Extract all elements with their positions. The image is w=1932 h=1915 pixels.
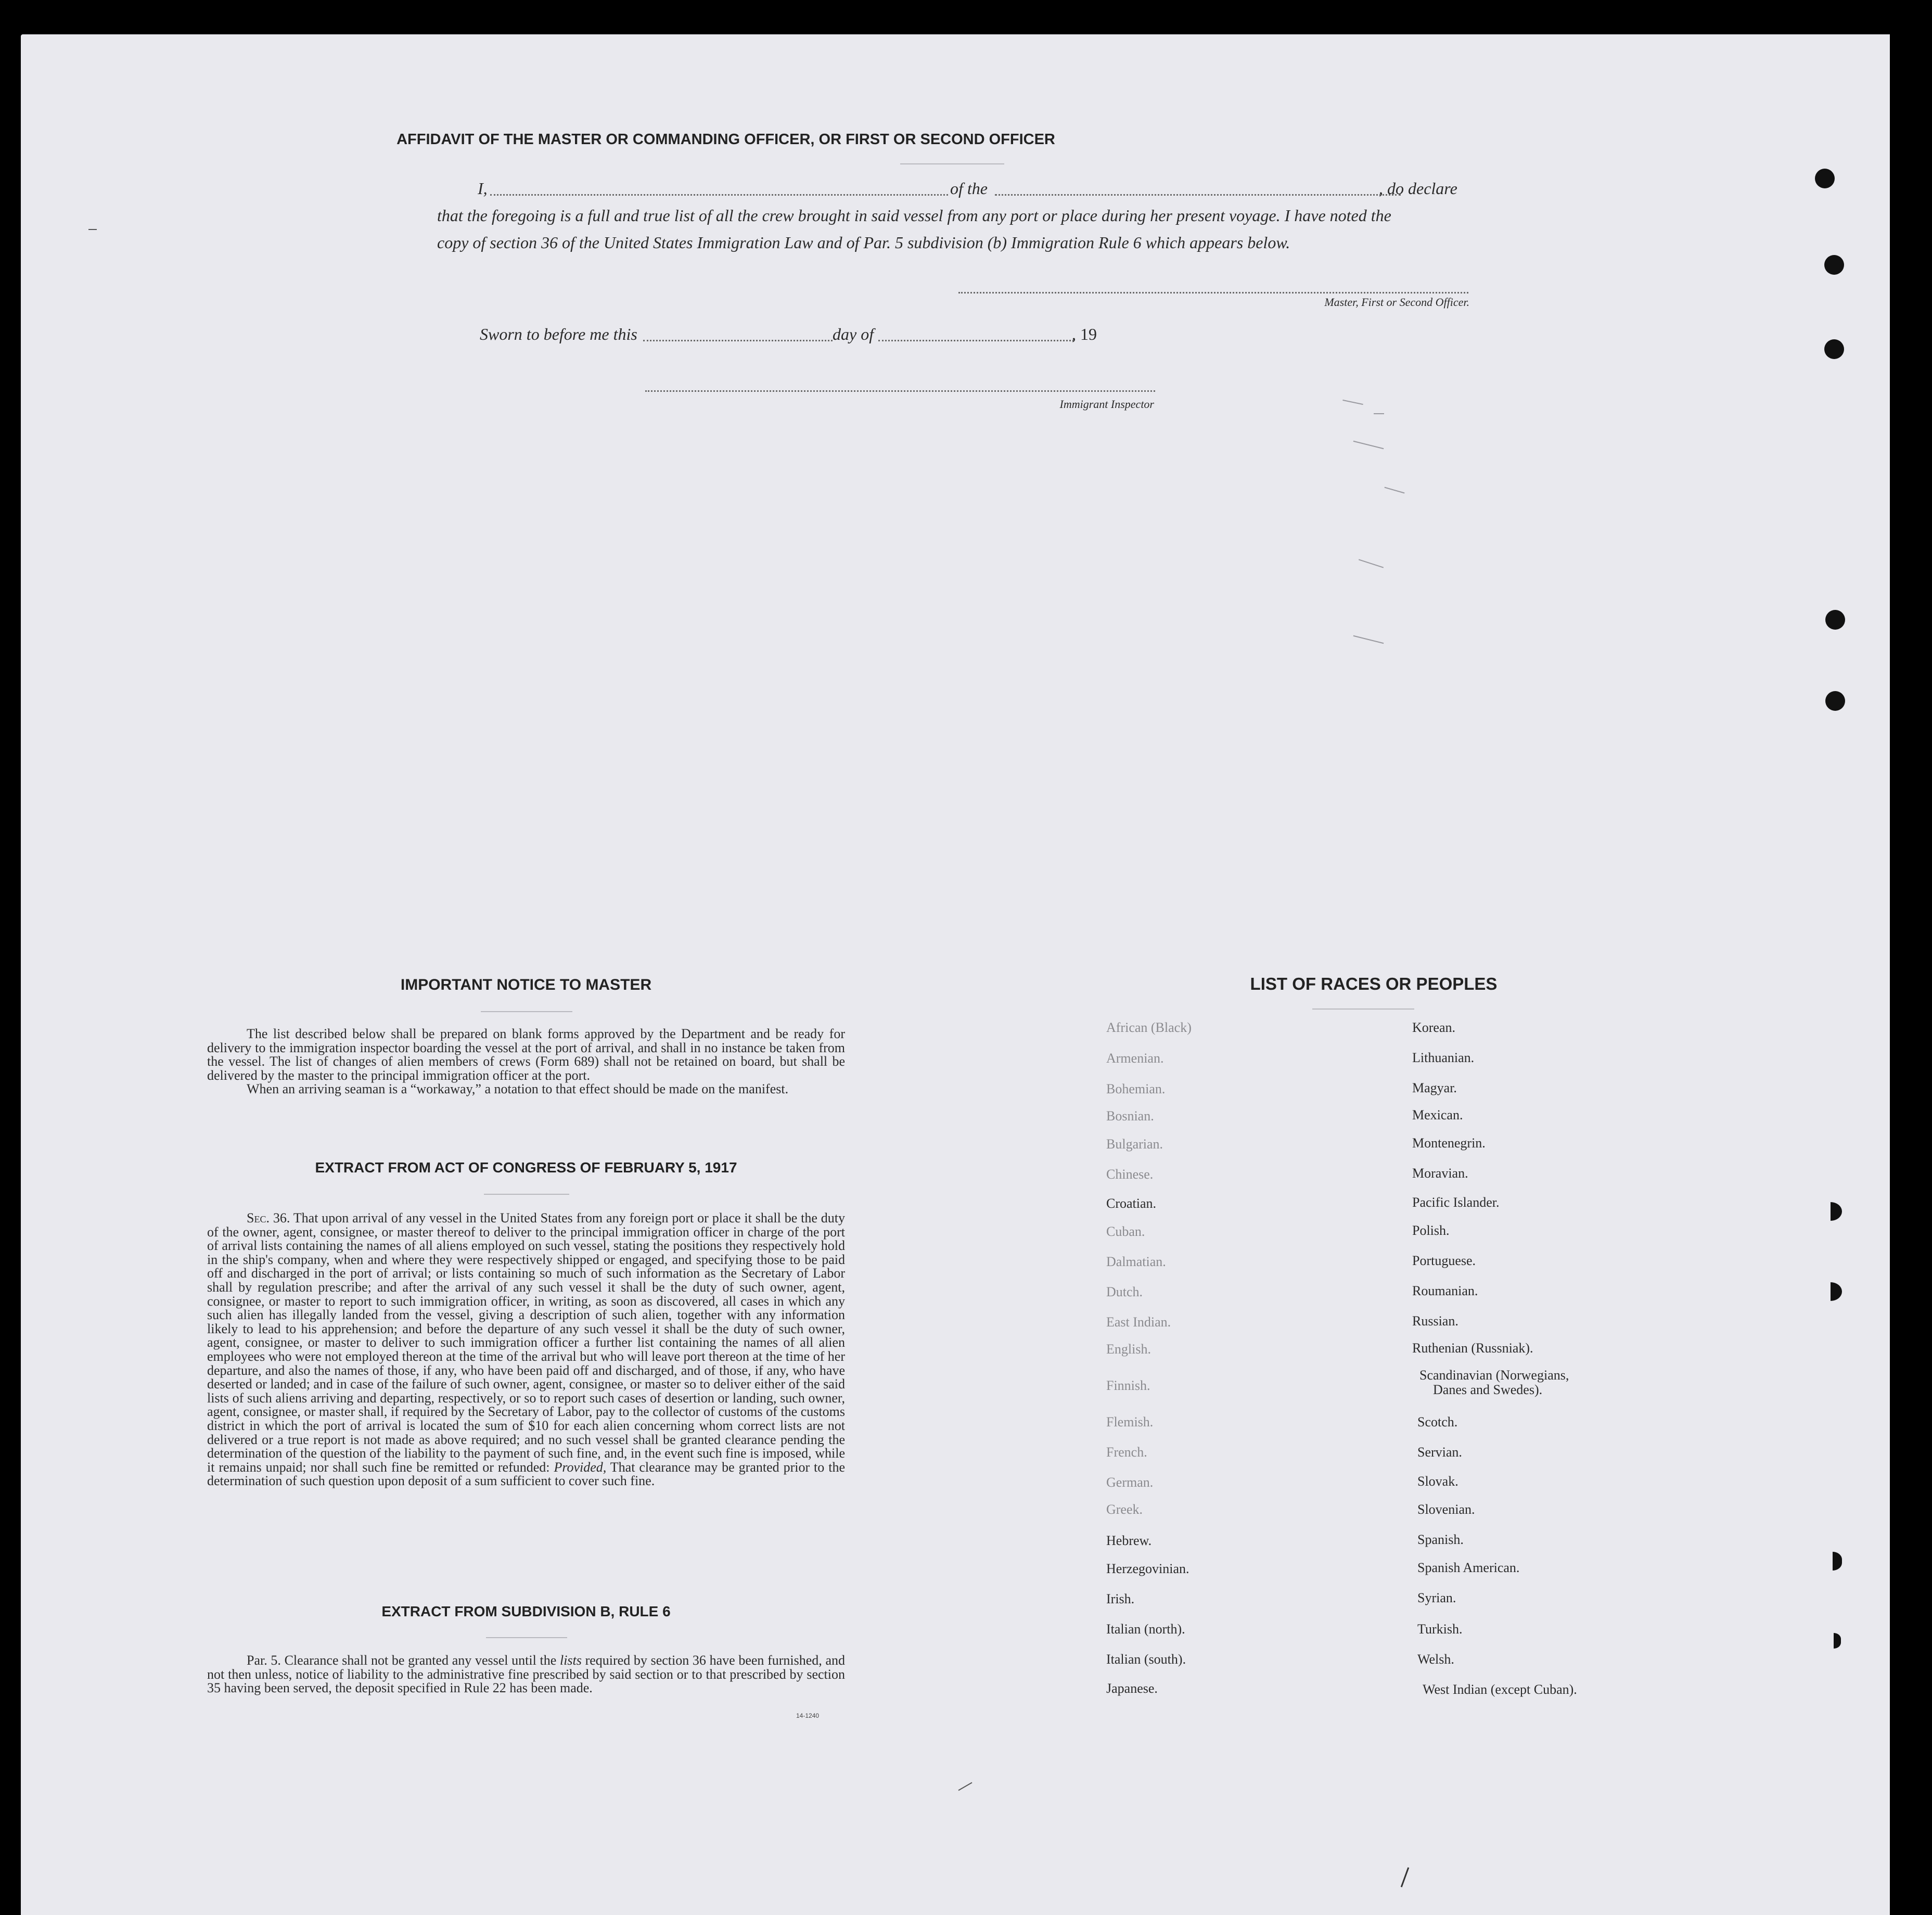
affidavit-of-the: of the xyxy=(950,179,988,198)
race-item: East Indian. xyxy=(1106,1314,1171,1330)
race-item: Mexican. xyxy=(1412,1107,1463,1122)
affidavit-do-declare: , do declare xyxy=(1379,179,1457,198)
race-item: Spanish American. xyxy=(1417,1560,1520,1575)
section-36-proviso: That clearance may be granted prior to the determination of such question upon deposit of a sum sufficient to cover such fine. xyxy=(207,1459,845,1489)
race-item: Bulgarian. xyxy=(1106,1137,1163,1152)
rule-extract-divider xyxy=(486,1637,567,1638)
act-extract-divider xyxy=(484,1194,569,1195)
race-item: Irish. xyxy=(1106,1591,1135,1606)
race-item: Welsh. xyxy=(1417,1652,1454,1667)
binder-hole xyxy=(1824,255,1844,275)
vessel-name-blank[interactable] xyxy=(995,194,1401,196)
race-item: Flemish. xyxy=(1106,1414,1154,1429)
document-page xyxy=(21,34,1890,1915)
race-item: Chinese. xyxy=(1106,1167,1154,1182)
sworn-day-of: day of xyxy=(833,325,874,343)
race-item: Dalmatian. xyxy=(1106,1254,1166,1269)
race-item: Roumanian. xyxy=(1412,1283,1478,1298)
master-signature-line[interactable] xyxy=(958,292,1468,293)
race-item: Greek. xyxy=(1106,1502,1143,1517)
scan-mark xyxy=(1342,400,1363,405)
title-divider xyxy=(900,163,1004,164)
provided-word: Provided, xyxy=(554,1459,607,1475)
race-item: Japanese. xyxy=(1106,1681,1158,1696)
race-item: Hebrew. xyxy=(1106,1533,1152,1548)
race-item: Cuban. xyxy=(1106,1224,1145,1239)
scan-mark xyxy=(88,229,97,230)
rule-extract-body xyxy=(207,1654,845,1695)
notice-paragraph-2: When an arriving seaman is a “workaway,” a notation to that effect should be made on the manifest. xyxy=(247,1081,789,1097)
notice-divider xyxy=(481,1011,572,1012)
form-number: 14-1240 xyxy=(796,1712,820,1719)
race-item: Russian. xyxy=(1412,1313,1458,1329)
race-item: Spanish. xyxy=(1417,1532,1464,1547)
binder-hole xyxy=(1824,339,1844,359)
sworn-label: Sworn to before me this xyxy=(480,325,637,343)
scan-mark xyxy=(1353,441,1384,449)
race-item: Italian (south). xyxy=(1106,1652,1186,1667)
race-item: West Indian (except Cuban). xyxy=(1423,1682,1577,1697)
binder-hole xyxy=(1833,1552,1842,1571)
rule-text-end: required by section 36 have been furnished, and not then unless, notice of liability to the administrative fine prescribed by said section or to that prescribed by section 35 having been served, the deposit specified in Rule 22 has been made. xyxy=(207,1653,846,1696)
race-item: Slovak. xyxy=(1417,1474,1458,1489)
race-item: Servian. xyxy=(1417,1445,1462,1460)
scan-mark xyxy=(1401,1867,1410,1887)
sworn-year-prefix: , 19 xyxy=(1072,325,1097,343)
notice-title: IMPORTANT NOTICE TO MASTER xyxy=(400,976,652,993)
section-36-text: That upon arrival of any vessel in the United States from any foreign port or place it shall be the duty of the owner, agent, consignee, or master thereof to deliver to the principal immigration officer in charge of the port of arrival lists containing the names of all aliens employed on such vessel, stating the positions they respectively hold in the ship's company, when and where they were respectively shipped or engaged, and specifying those to be paid off and discharged in the port of arrival; or lists containing so much of such information as the Secretary of Labor shall by regulation prescribe; and after the arrival of any such vessel it shall be the duty of such owner, agent, consignee, or master to report to such immigration officer, in writing, as soon as discovered, all cases in which any such alien has illegally landed from the vessel, giving a description of such alien, together with any information likely to lead to his apprehension; and before the departure of any such vessel it shall be the duty of such owner, agent, consignee, or master to deliver to such immigration officer a further list containing the names of all alien employees who were not employed thereon at the time of the arrival but who will leave port thereon at the time of her departure, and also the names of those, if any, who have been paid off and discharged, and of those, if any, who have deserted or landed; and in case of the failure of such owner, agent, consignee, or master so to deliver either of the said lists of such aliens arriving and departing, respectively, or so to report such cases of desertion or landing, such owner, agent, consignee, or master shall, if required by the Secretary of Labor, pay to the collector of customs of the customs district in which the port of arrival is located the sum of $10 for each alien concerning whom correct lists are not delivered or a true report is not made as above required; and no such vessel shall be granted clearance pending the determination of the question of the liability to the payment of such fine, and, in the event such fine is imposed, while it remains unpaid; nor shall such fine be remitted or refunded: xyxy=(207,1210,846,1475)
race-item: Dutch. xyxy=(1106,1284,1143,1299)
lists-word: lists xyxy=(559,1653,582,1668)
sworn-month-blank[interactable] xyxy=(878,340,1074,341)
rule-text-start: Par. 5. Clearance shall not be granted any vessel until the xyxy=(247,1653,557,1668)
act-extract-body xyxy=(207,1211,845,1488)
race-item: English. xyxy=(1106,1342,1151,1357)
binder-hole xyxy=(1831,1202,1842,1221)
race-item: Scotch. xyxy=(1417,1414,1458,1429)
race-item: Magyar. xyxy=(1412,1080,1457,1095)
binder-hole xyxy=(1831,1282,1842,1301)
affidavit-i-label: I, xyxy=(478,179,488,198)
scan-mark xyxy=(958,1782,973,1791)
race-item: Portuguese. xyxy=(1412,1253,1476,1268)
race-item: Turkish. xyxy=(1417,1622,1463,1637)
inspector-signature-line[interactable] xyxy=(645,390,1155,392)
race-item: Herzegovinian. xyxy=(1106,1561,1189,1576)
affidavit-title: AFFIDAVIT OF THE MASTER OR COMMANDING OFFICER, OR FIRST OR SECOND OFFICER xyxy=(396,131,1055,148)
binder-hole xyxy=(1815,169,1835,188)
race-item: Pacific Islander. xyxy=(1412,1195,1500,1210)
affidavit-line-3: copy of section 36 of the United States Immigration Law and of Par. 5 subdivision (b) Immigration Rule 6 which appears below. xyxy=(437,233,1290,252)
race-item: Croatian. xyxy=(1106,1196,1157,1211)
notice-paragraph-1: The list described below shall be prepared on blank forms approved by the Department and be ready for delivery to the immigration inspector boarding the vessel at the port of arrival, and shall in no instance be taken from the vessel. The list of changes of alien members of crews (Form 689) shall not be retained on board, but shall be delivered by the master to the principal immigration officer at the port. xyxy=(207,1026,845,1083)
race-item: Lithuanian. xyxy=(1412,1050,1475,1065)
affidavit-line-2: that the foregoing is a full and true list of all the crew brought in said vessel from any port or place during her present voyage. I have noted the xyxy=(437,206,1391,225)
sworn-day-blank[interactable] xyxy=(643,340,833,341)
race-item: Montenegrin. xyxy=(1412,1135,1486,1151)
master-name-blank[interactable] xyxy=(490,194,948,196)
race-item: African (Black) xyxy=(1106,1020,1192,1035)
binder-hole xyxy=(1825,610,1845,630)
race-item: Korean. xyxy=(1412,1020,1456,1035)
race-item: Polish. xyxy=(1412,1223,1450,1238)
race-item: Scandinavian (Norwegians, xyxy=(1419,1368,1569,1383)
race-item: French. xyxy=(1106,1445,1147,1460)
binder-hole xyxy=(1834,1633,1841,1649)
scan-mark xyxy=(1374,413,1384,414)
race-item: Bosnian. xyxy=(1106,1108,1154,1124)
races-title: LIST OF RACES OR PEOPLES xyxy=(1250,974,1498,993)
races-divider xyxy=(1312,1008,1414,1010)
inspector-label: Immigrant Inspector xyxy=(1059,398,1154,411)
race-item: Moravian. xyxy=(1412,1166,1468,1181)
race-item: Finnish. xyxy=(1106,1378,1150,1393)
act-extract-title: EXTRACT FROM ACT OF CONGRESS OF FEBRUARY 5, 1917 xyxy=(315,1159,737,1176)
race-item: Armenian. xyxy=(1106,1051,1164,1066)
rule-extract-title: EXTRACT FROM SUBDIVISION B, RULE 6 xyxy=(381,1603,671,1619)
race-item: Ruthenian (Russniak). xyxy=(1412,1340,1533,1356)
race-item: German. xyxy=(1106,1475,1154,1490)
race-item: Bohemian. xyxy=(1106,1081,1166,1096)
race-item: Syrian. xyxy=(1417,1590,1456,1605)
scan-mark xyxy=(1353,635,1384,644)
race-item: Italian (north). xyxy=(1106,1622,1185,1637)
binder-hole xyxy=(1825,691,1845,711)
race-item: Danes and Swedes). xyxy=(1433,1382,1543,1397)
scan-mark xyxy=(1384,487,1404,494)
master-signature-label: Master, First or Second Officer. xyxy=(1324,296,1469,309)
race-item: Slovenian. xyxy=(1417,1502,1475,1517)
scan-mark xyxy=(1359,559,1384,568)
notice-body xyxy=(207,1027,845,1096)
section-label: Sec. 36. xyxy=(247,1210,290,1225)
